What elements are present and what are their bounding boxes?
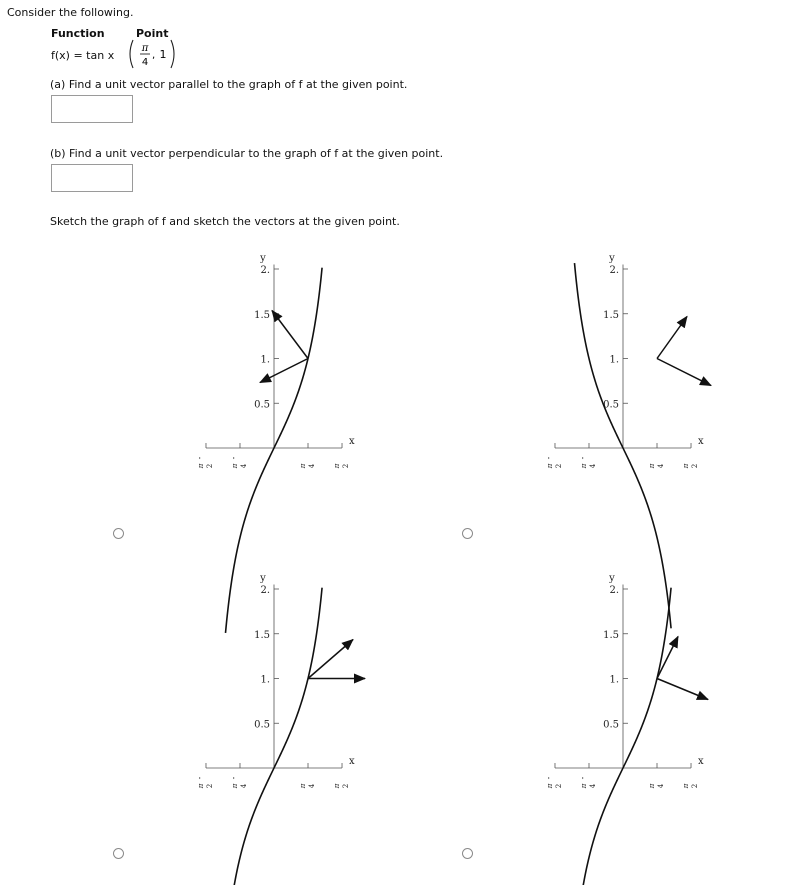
graph-3-y-tick-label: 2. (260, 585, 270, 596)
svg-text:-: - (543, 776, 553, 780)
graph-4-y-tick-label: 1. (609, 674, 619, 686)
svg-text:π: π (196, 783, 205, 789)
part-b-question: (b) Find a unit vector perpendicular to the graph of f at the given point. (50, 147, 444, 160)
svg-text:2: 2 (342, 783, 351, 789)
svg-text:4: 4 (239, 783, 248, 789)
svg-text:-: - (577, 456, 587, 460)
svg-text:4: 4 (588, 783, 597, 789)
graph-1-x-tick-label (195, 456, 214, 470)
graph-3-x-tick-label (195, 776, 214, 790)
svg-text:π: π (230, 463, 239, 469)
svg-text:4: 4 (239, 463, 248, 469)
graph-option-4-radio[interactable] (462, 848, 473, 859)
svg-text:π: π (299, 783, 308, 789)
svg-text:2: 2 (205, 463, 214, 469)
graph-3-y-tick-label: 1.5 (254, 629, 270, 641)
svg-text:4: 4 (308, 783, 317, 789)
graph-2-x-tick-label (578, 456, 597, 470)
svg-text:π: π (333, 783, 342, 789)
svg-text:4: 4 (657, 463, 666, 469)
graph-3-y-axis-label: y (260, 573, 266, 584)
graph-1-x-tick-label (333, 463, 350, 470)
graph-option-3-radio[interactable] (113, 848, 124, 859)
graph-3-y-tick-label: 0.5 (254, 719, 270, 731)
graph-option-2 (471, 253, 791, 553)
graph-1-x-tick-label (299, 463, 316, 470)
point-numerator: π (141, 43, 149, 54)
graph-1-x-axis-label: x (349, 436, 355, 447)
graph-2-x-tick-label (544, 456, 563, 470)
svg-text:-: - (228, 456, 238, 460)
svg-text:2: 2 (691, 463, 700, 469)
svg-text:4: 4 (657, 783, 666, 789)
function-expression: f(x) = tan x (51, 49, 115, 62)
svg-text:π: π (545, 463, 554, 469)
part-b-answer-input[interactable] (51, 164, 133, 192)
graph-option-4 (471, 573, 791, 873)
point-header: Point (136, 27, 169, 40)
graph-option-2-radio[interactable] (462, 528, 473, 539)
graph-4-x-tick-label (648, 783, 665, 790)
svg-text:π: π (299, 463, 308, 469)
graph-4-x-tick-label (682, 783, 699, 790)
graph-option-1 (122, 253, 442, 553)
point-y: 1 (159, 48, 167, 61)
svg-text:π: π (579, 463, 588, 469)
graph-2-x-tick-label (648, 463, 665, 470)
svg-text:π: π (196, 463, 205, 469)
svg-text:π: π (545, 783, 554, 789)
svg-text:-: - (228, 776, 238, 780)
graph-2-y-tick-label: 1. (609, 354, 619, 366)
svg-text:2: 2 (205, 783, 214, 789)
graph-2-y-axis-label: y (609, 253, 615, 264)
svg-text:,: , (152, 50, 156, 61)
graph-4-y-tick-label: 2. (609, 585, 619, 596)
svg-text:-: - (194, 776, 204, 780)
graph-3-x-tick-label (333, 783, 350, 790)
svg-text:4: 4 (588, 463, 597, 469)
graph-1-x-tick-label (229, 456, 248, 470)
svg-text:-: - (194, 456, 204, 460)
svg-text:π: π (333, 463, 342, 469)
point-coordinates (126, 38, 181, 70)
sketch-prompt: Sketch the graph of f and sketch the vectors at the given point. (50, 215, 400, 228)
svg-text:π: π (648, 463, 657, 469)
point-denominator: 4 (141, 57, 149, 68)
svg-text:4: 4 (308, 463, 317, 469)
svg-text:2: 2 (691, 783, 700, 789)
graph-4-x-tick-label (578, 776, 597, 790)
graph-4-vector-1 (657, 637, 678, 679)
svg-text:π: π (579, 783, 588, 789)
graph-4-x-tick-label (544, 776, 563, 790)
graph-2-y-tick-label: 2. (609, 265, 619, 276)
graph-1-y-tick-label: 0.5 (254, 399, 270, 411)
graph-1-vector-1 (272, 311, 308, 359)
graph-3-y-tick-label: 1. (260, 674, 270, 686)
svg-text:-: - (577, 776, 587, 780)
graph-4-x-axis-label: x (698, 756, 704, 767)
part-a-answer-input[interactable] (51, 95, 133, 123)
svg-text:π: π (682, 783, 691, 789)
graph-1-y-tick-label: 1. (260, 354, 270, 366)
svg-text:π: π (648, 783, 657, 789)
svg-text:π: π (682, 463, 691, 469)
svg-text:2: 2 (554, 783, 563, 789)
graph-1-y-axis-label: y (260, 253, 266, 264)
svg-text:π: π (230, 783, 239, 789)
graph-2-x-tick-label (682, 463, 699, 470)
graph-4-y-axis-label: y (609, 573, 615, 584)
function-header: Function (51, 27, 105, 40)
graph-4-y-tick-label: 1.5 (603, 629, 619, 641)
graph-2-x-axis-label: x (698, 436, 704, 447)
graph-1-y-tick-label: 1.5 (254, 309, 270, 321)
graph-2-y-tick-label: 0.5 (603, 399, 619, 411)
graph-option-3 (122, 573, 442, 873)
svg-text:2: 2 (342, 463, 351, 469)
svg-text:-: - (543, 456, 553, 460)
problem-intro: Consider the following. (7, 6, 134, 19)
graph-3-x-tick-label (229, 776, 248, 790)
graph-2-y-tick-label: 1.5 (603, 309, 619, 321)
graph-option-1-radio[interactable] (113, 528, 124, 539)
svg-text:2: 2 (554, 463, 563, 469)
graph-2-vector-1 (657, 317, 687, 359)
graph-3-x-tick-label (299, 783, 316, 790)
graph-4-vector-2 (657, 679, 708, 700)
graph-3-x-axis-label: x (349, 756, 355, 767)
graph-4-y-tick-label: 0.5 (603, 719, 619, 731)
graph-1-y-tick-label: 2. (260, 265, 270, 276)
graph-2-vector-2 (657, 359, 711, 386)
part-a-question: (a) Find a unit vector parallel to the graph of f at the given point. (50, 78, 408, 91)
